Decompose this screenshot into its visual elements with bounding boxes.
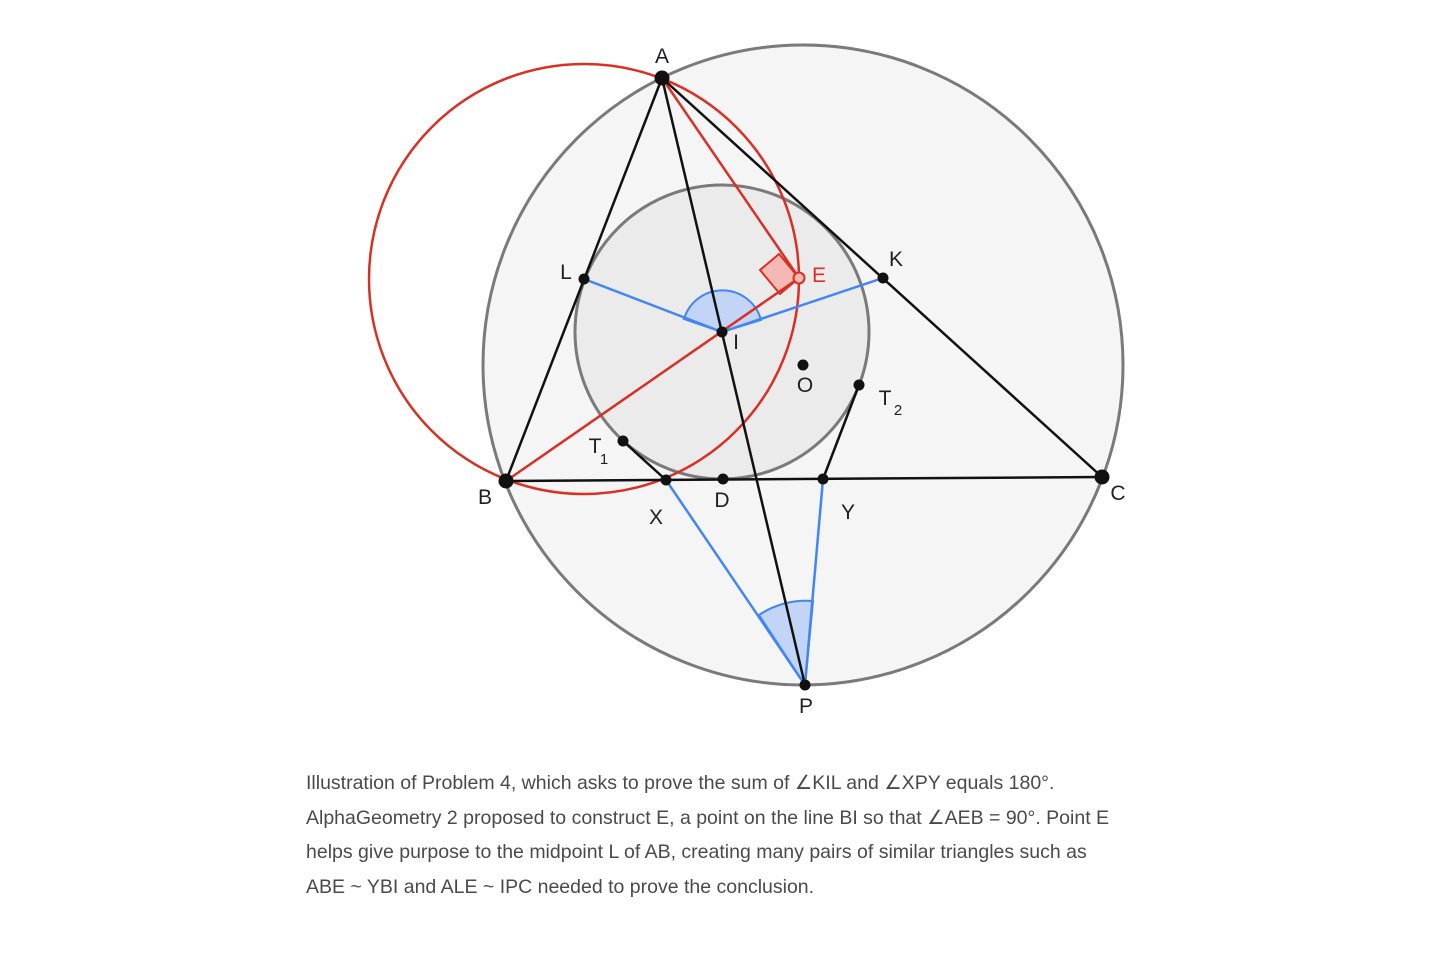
point-l — [579, 274, 590, 285]
label-t2-subscript: 2 — [893, 402, 903, 419]
caption-line-4: ABE ~ YBI and ALE ~ IPC needed to prove the conclusion. — [306, 875, 815, 898]
label-y: Y — [840, 501, 856, 524]
point-d — [718, 474, 729, 485]
point-k — [878, 273, 889, 284]
point-y — [818, 474, 829, 485]
point-t2 — [854, 380, 865, 391]
label-p: P — [798, 695, 814, 718]
label-t2: T — [878, 387, 892, 410]
point-x — [661, 475, 672, 486]
point-b — [499, 474, 514, 489]
label-e: E — [811, 264, 827, 287]
caption-line-1: Illustration of Problem 4, which asks to prove the sum of ∠KIL and ∠XPY equals 180°. — [306, 772, 1055, 794]
caption-line-3: helps give purpose to the midpoint L of AB, creating many pairs of similar triangles such as — [306, 841, 1087, 863]
label-i: I — [733, 331, 739, 354]
caption-line-2: AlphaGeometry 2 proposed to construct E, a point on the line BI so that ∠AEB = 90°. Point E — [306, 806, 1110, 829]
point-e — [794, 273, 805, 284]
label-o: O — [796, 374, 814, 397]
label-a: A — [654, 45, 670, 68]
figure-caption — [306, 766, 1186, 904]
label-x: X — [648, 506, 664, 529]
label-k: K — [888, 248, 904, 271]
point-c — [1095, 470, 1110, 485]
label-t1: T — [588, 435, 602, 458]
label-b: B — [477, 486, 493, 509]
label-l: L — [560, 261, 572, 284]
label-t1-subscript: 1 — [599, 451, 609, 468]
point-o — [798, 360, 809, 371]
point-p — [800, 680, 811, 691]
point-i — [717, 327, 728, 338]
label-c: C — [1110, 482, 1126, 505]
point-t1 — [618, 436, 629, 447]
point-a — [655, 71, 670, 86]
label-d: D — [714, 489, 730, 512]
